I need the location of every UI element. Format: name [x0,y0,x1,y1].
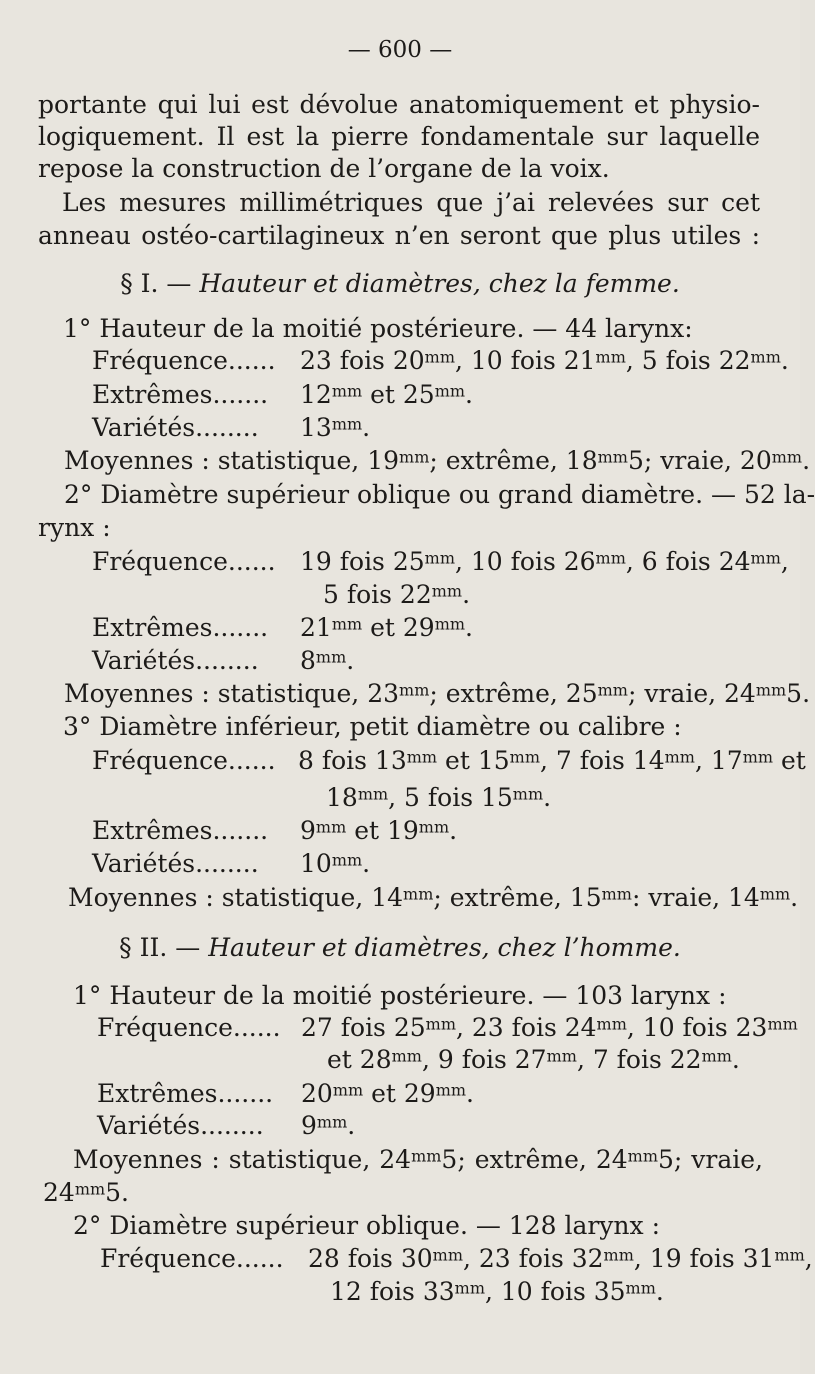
measure-title-continued: rynx : [38,513,111,542]
extremes-label: Extrêmes....... [92,816,269,845]
extremes-label: Extrêmes....... [97,1079,274,1108]
averages-line-continued: $24^{mm}5$. [43,1178,130,1207]
averages-line: Moyennes : statistique, $14^{mm}$; extrême, $15^{mm}$: vraie, $14^{mm}$. [68,883,799,912]
section-heading-title: Hauteur et diamètres, chez la femme. [199,269,680,298]
measure-title: 3° Diamètre inférieur, petit diamètre ou calibre : [63,712,682,741]
extremes-value: $20^{mm}$ et $29^{mm}$. [301,1079,474,1108]
frequency-value: 27 fois $25^{mm}$, 23 fois $24^{mm}$, 10 fois $23^{mm}$ [301,1013,798,1042]
varieties-label: Variétés........ [92,646,259,675]
paragraph-line: anneau ostéo-cartilagineux n’en seront que plus utiles : [38,221,760,250]
varieties-value: $10^{mm}$. [300,849,371,878]
varieties-label: Variétés........ [97,1111,264,1140]
extremes-value: $12^{mm}$ et $25^{mm}$. [300,380,473,409]
frequency-value: 28 fois $30^{mm}$, 23 fois $32^{mm}$, 19 fois $31^{mm}$, [308,1244,813,1273]
paragraph-line: logiquement. Il est la pierre fondamentale sur laquelle [38,122,760,151]
varieties-label: Variétés........ [92,849,259,878]
frequency-value-continued: $18^{mm}$, 5 fois $15^{mm}$. [326,783,552,812]
measure-title: 2° Diamètre supérieur oblique. — 128 larynx : [73,1211,660,1240]
section-heading-male [0,932,800,964]
frequency-value-continued: 12 fois $33^{mm}$, 10 fois $35^{mm}$. [330,1277,664,1306]
paragraph-line: portante qui lui est dévolue anatomiquement et physio- [38,90,760,119]
paragraph-line: Les mesures millimétriques que j’ai relevées sur cet [62,188,760,217]
frequency-label: Fréquence...... [92,547,276,576]
varieties-value: $8^{mm}$. [300,646,355,675]
varieties-value: $9^{mm}$. [301,1111,356,1140]
section-heading-female [0,268,800,300]
frequency-value: 23 fois $20^{mm}$, 10 fois $21^{mm}$, 5 fois $22^{mm}$. [300,346,789,375]
varieties-label: Variétés........ [92,413,259,442]
frequency-label: Fréquence...... [97,1013,281,1042]
frequency-label: Fréquence...... [92,346,276,375]
averages-line: Moyennes : statistique, $19^{mm}$; extrême, $18^{mm}5$; vraie, $20^{mm}$. [64,446,811,475]
frequency-value: 8 fois $13^{mm}$ et $15^{mm}$, 7 fois $14^{mm}$, $17^{mm}$ et [298,746,806,775]
frequency-value-continued: 5 fois $22^{mm}$. [323,580,471,609]
measure-title: 2° Diamètre supérieur oblique ou grand diamètre. — 52 la- [64,480,815,509]
paragraph-line: repose la construction de l’organe de la voix. [38,154,610,183]
varieties-value: $13^{mm}$. [300,413,371,442]
page-number: — 600 — [347,37,453,63]
section-heading-prefix: § II. — [119,933,201,962]
section-heading-prefix: § I. — [120,269,192,298]
section-heading-title: Hauteur et diamètres, chez l’homme. [208,933,681,962]
extremes-label: Extrêmes....... [92,613,269,642]
extremes-label: Extrêmes....... [92,380,269,409]
extremes-value: $21^{mm}$ et $29^{mm}$. [300,613,473,642]
measure-title: 1° Hauteur de la moitié postérieure. — 44 larynx: [63,314,693,343]
frequency-value-continued: et $28^{mm}$, 9 fois $27^{mm}$, 7 fois $22^{mm}$. [327,1045,740,1074]
averages-line: Moyennes : statistique, $24^{mm}5$; extrême, $24^{mm}5$; vraie, [73,1145,763,1174]
measure-title: 1° Hauteur de la moitié postérieure. — 103 larynx : [73,981,727,1010]
averages-line: Moyennes : statistique, $23^{mm}$; extrême, $25^{mm}$; vraie, $24^{mm}5$. [64,679,811,708]
extremes-value: $9^{mm}$ et $19^{mm}$. [300,816,458,845]
frequency-label: Fréquence...... [92,746,276,775]
frequency-label: Fréquence...... [100,1244,284,1273]
frequency-value: 19 fois $25^{mm}$, 10 fois $26^{mm}$, 6 fois $24^{mm}$, [300,547,789,576]
